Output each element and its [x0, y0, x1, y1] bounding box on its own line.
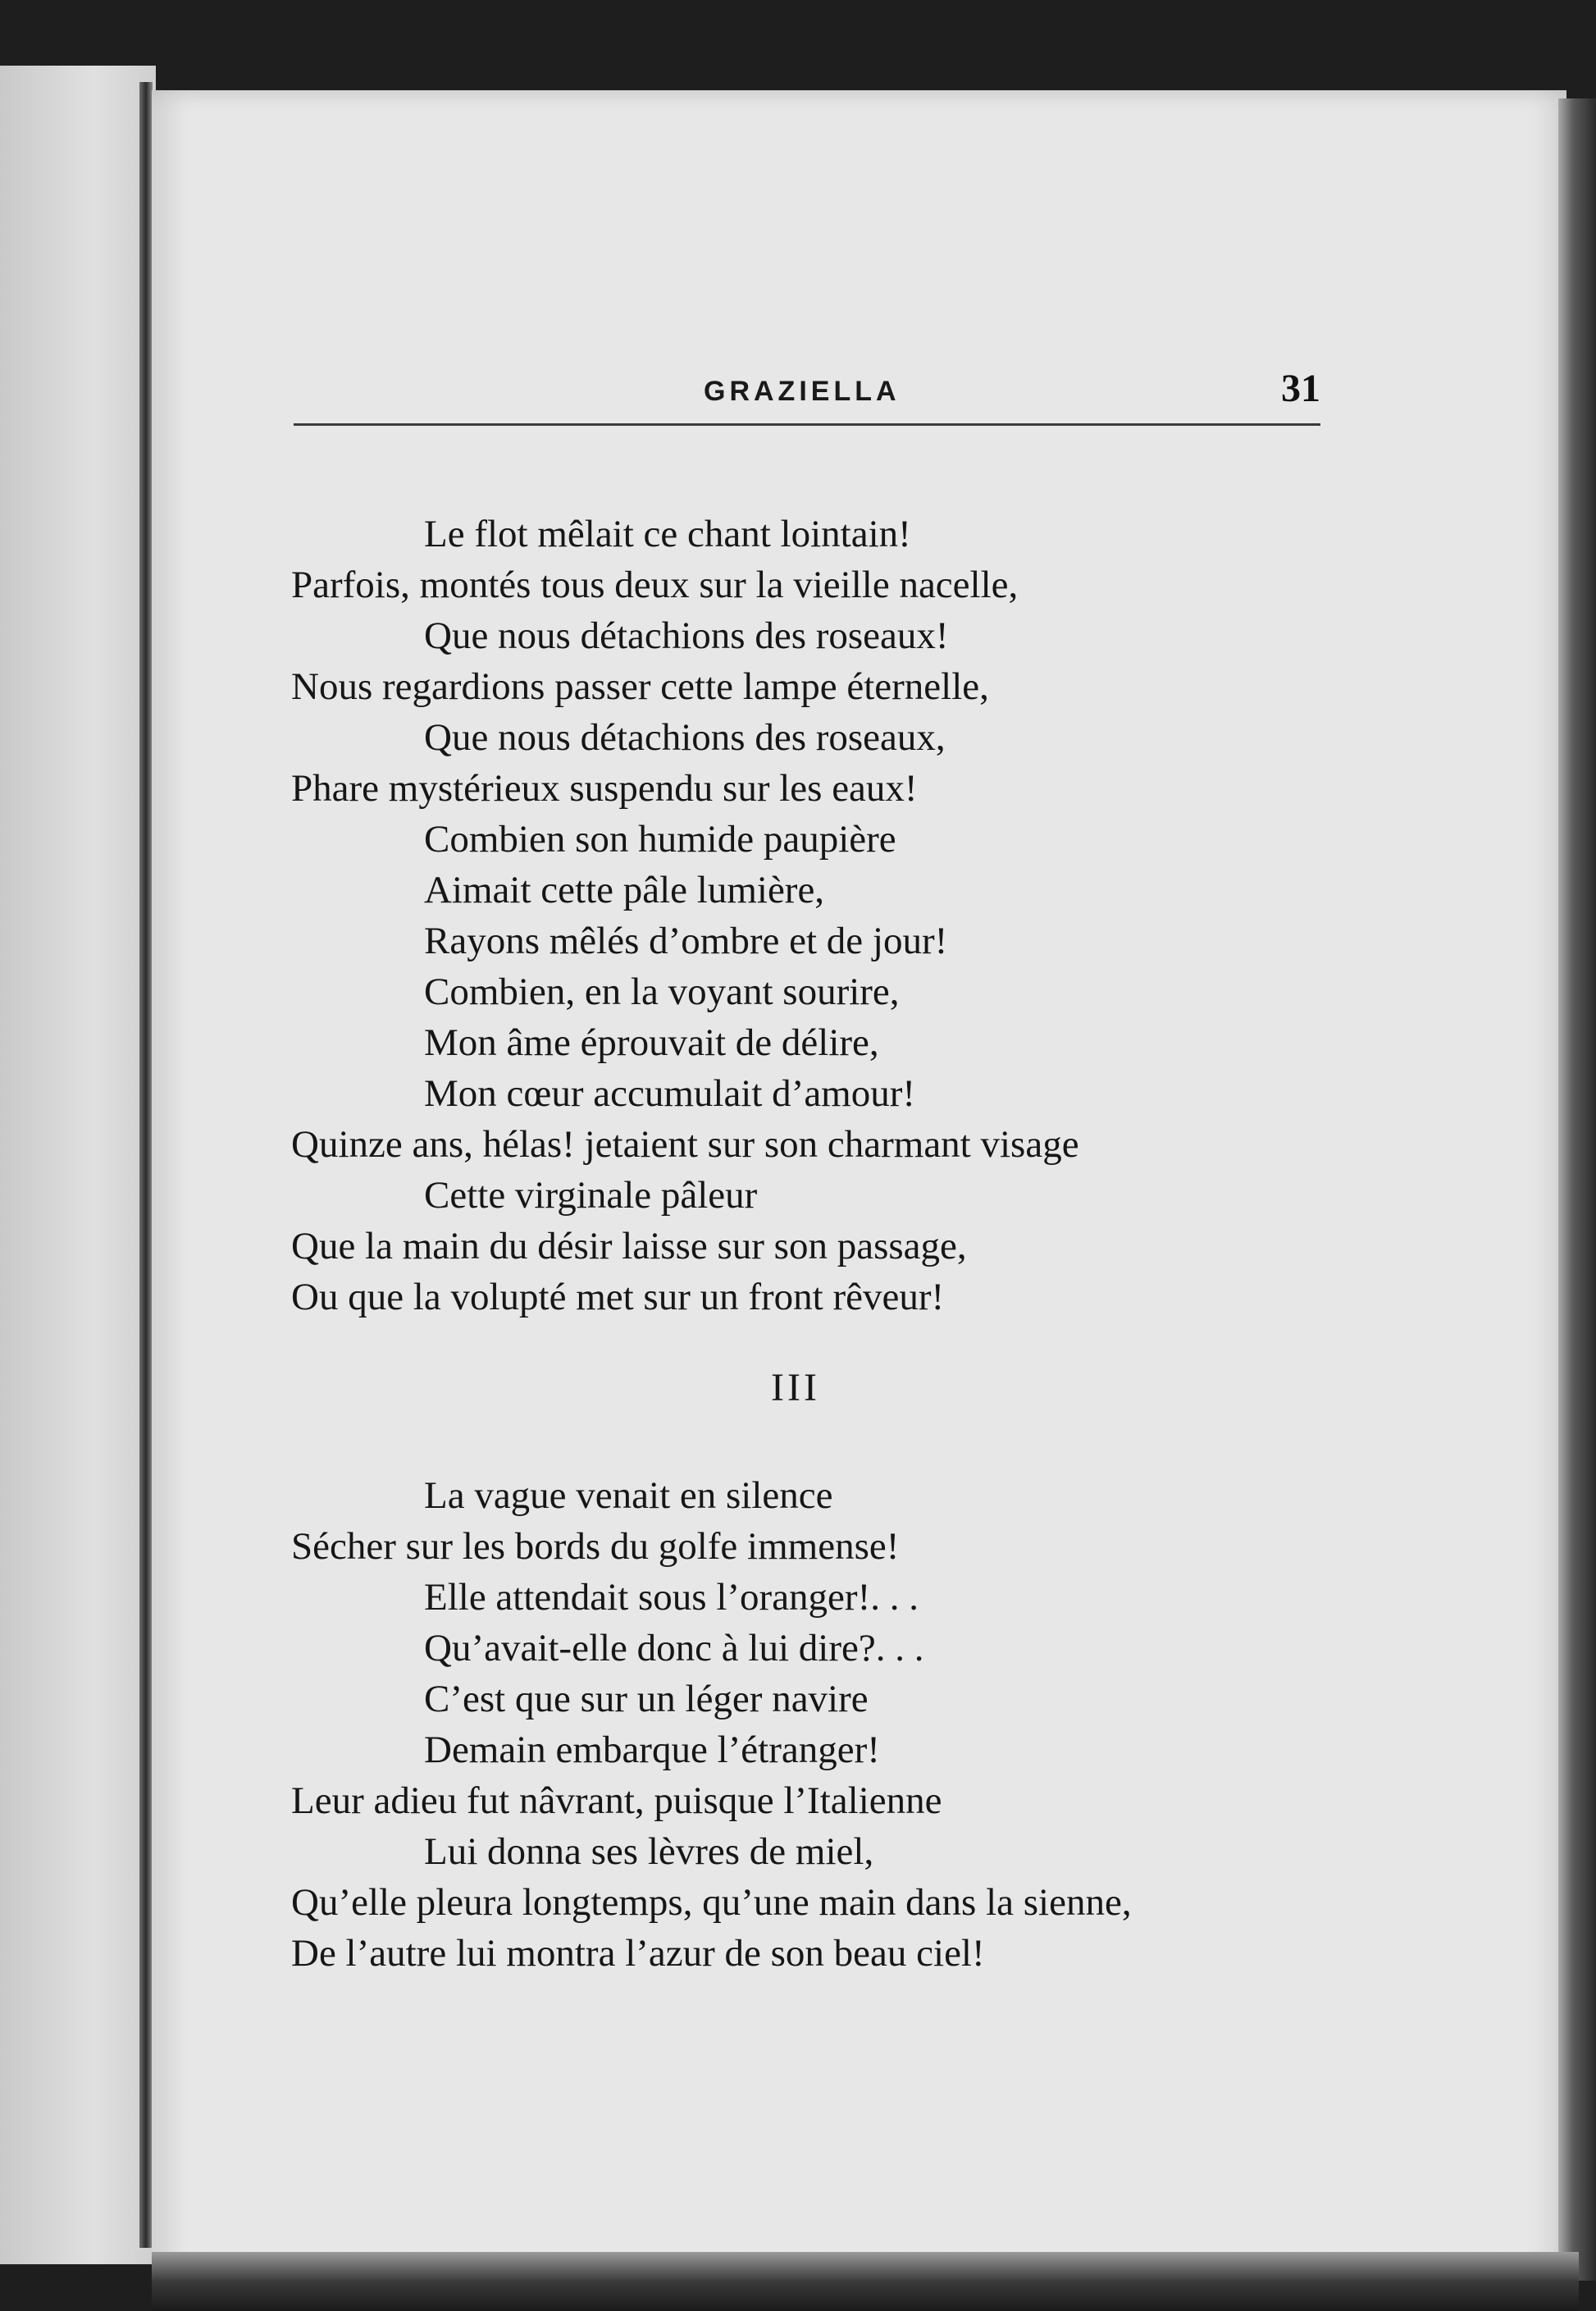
verse-line: Ou que la volupté met sur un front rêveur!	[291, 1276, 945, 1318]
verse-line: De l’autre lui montra l’azur de son beau ciel!	[291, 1932, 985, 1975]
verse-line: Quinze ans, hélas! jetaient sur son charmant visage	[291, 1123, 1079, 1166]
running-title: GRAZIELLA	[704, 376, 901, 407]
verse-line: C’est que sur un léger navire	[424, 1678, 869, 1720]
poem-body	[291, 509, 1357, 1979]
verse-line: Elle attendait sous l’oranger!. . .	[424, 1576, 919, 1619]
verse-line: Le flot mêlait ce chant lointain!	[424, 513, 911, 555]
verse-line: Parfois, montés tous deux sur la vieille nacelle,	[291, 564, 1019, 606]
verse-line: Mon cœur accumulait d’amour!	[424, 1072, 916, 1115]
verse-line: Phare mystérieux suspendu sur les eaux!	[291, 767, 918, 810]
verse-line: Combien son humide paupière	[424, 818, 896, 861]
verse-line: Que nous détachions des roseaux,	[424, 716, 946, 759]
page-bottom-edge	[152, 2252, 1579, 2311]
facing-page-edge	[0, 66, 156, 2264]
verse-line: Aimait cette pâle lumière,	[424, 869, 825, 911]
verse-line: La vague venait en silence	[424, 1474, 833, 1517]
verse-line: Demain embarque l’étranger!	[424, 1729, 880, 1771]
section-heading: III	[771, 1366, 820, 1409]
page-number: 31	[1281, 367, 1320, 410]
verse-line: Lui donna ses lèvres de miel,	[424, 1830, 874, 1873]
page-header	[294, 361, 1320, 435]
verse-line: Leur adieu fut nâvrant, puisque l’Italienne	[291, 1779, 942, 1822]
verse-line: Rayons mêlés d’ombre et de jour!	[424, 920, 948, 962]
verse-line: Qu’elle pleura longtemps, qu’une main dans la sienne,	[291, 1881, 1132, 1924]
verse-line: Nous regardions passer cette lampe éternelle,	[291, 665, 989, 708]
header-rule	[294, 423, 1320, 426]
verse-line: Que la main du désir laisse sur son passage,	[291, 1225, 967, 1267]
verse-line: Mon âme éprouvait de délire,	[424, 1021, 879, 1064]
stanza-1	[291, 509, 1357, 1322]
verse-line: Sécher sur les bords du golfe immense!	[291, 1525, 900, 1568]
verse-line: Qu’avait-elle donc à lui dire?. . .	[424, 1627, 924, 1669]
stanza-2	[291, 1470, 1357, 1979]
book-gutter	[139, 82, 153, 2248]
verse-line: Combien, en la voyant sourire,	[424, 971, 900, 1013]
page-right-edge	[1558, 98, 1596, 2281]
verse-line: Que nous détachions des roseaux!	[424, 614, 949, 657]
verse-line: Cette virginale pâleur	[424, 1174, 758, 1217]
